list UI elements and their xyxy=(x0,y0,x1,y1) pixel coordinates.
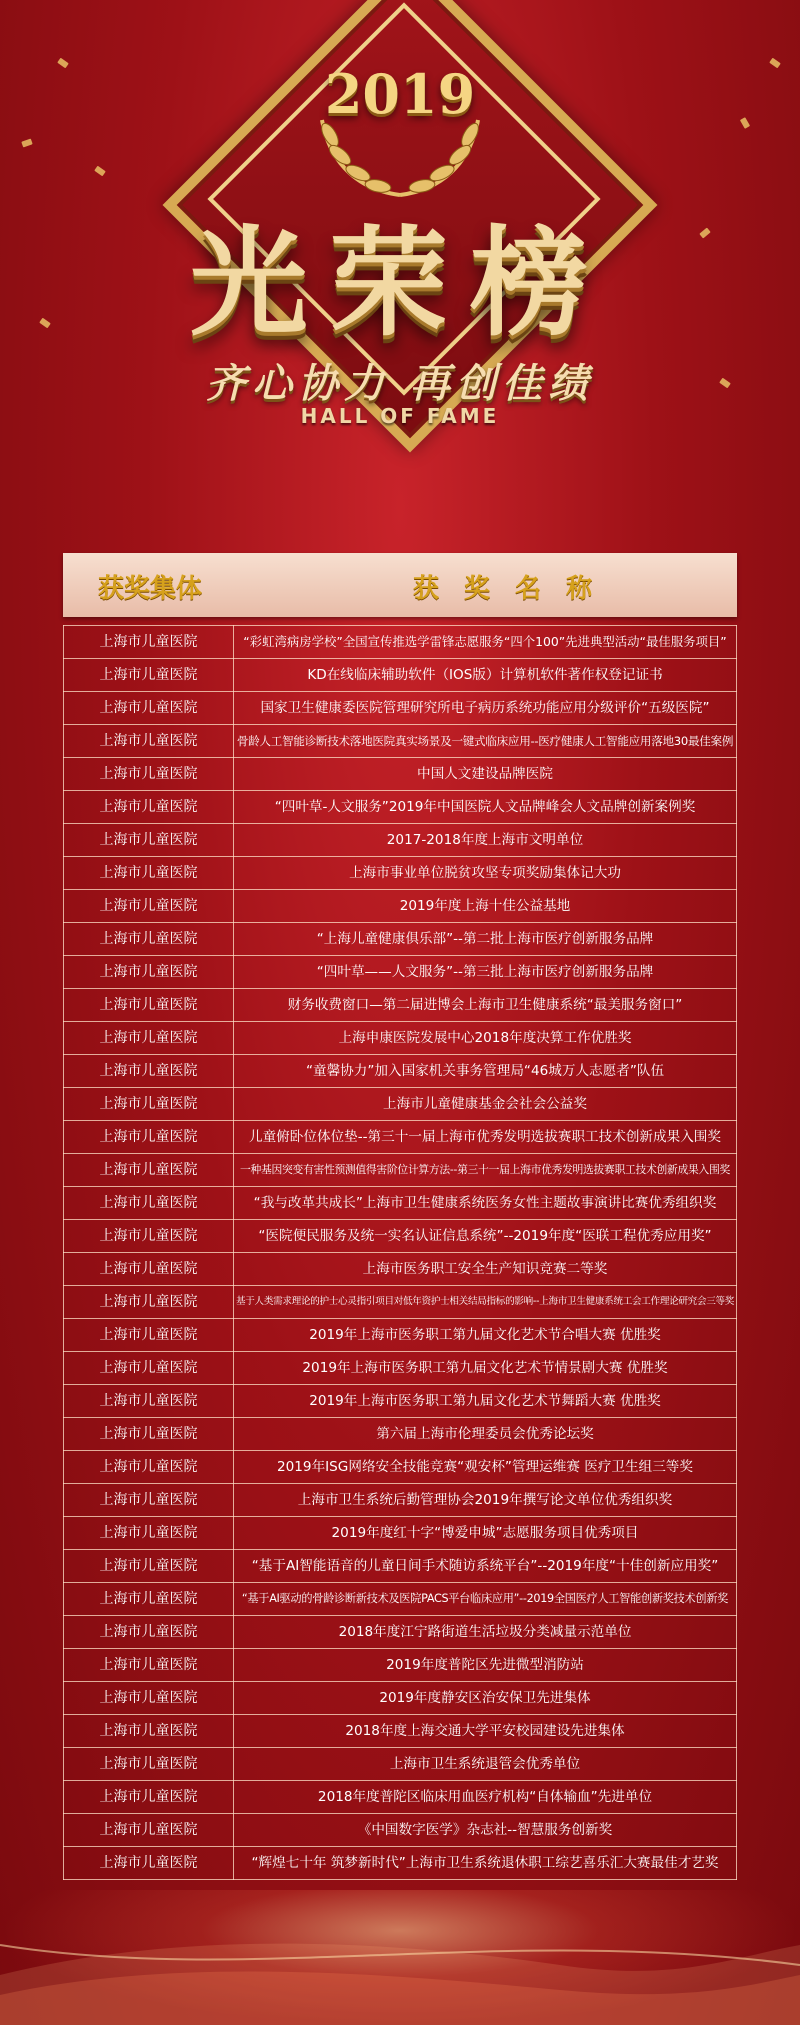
award-name-cell: “四叶草——人文服务”--第三批上海市医疗创新服务品牌 xyxy=(234,956,737,989)
award-name-cell: 2019年度普陀区先进微型消防站 xyxy=(234,1649,737,1682)
award-name-cell: 一种基因突变有害性预测值得害阶位计算方法--第三十一届上海市优秀发明选拔赛职工技术创新成果入围奖 xyxy=(234,1154,737,1187)
award-name-cell: 第六届上海市伦理委员会优秀论坛奖 xyxy=(234,1418,737,1451)
collective-cell: 上海市儿童医院 xyxy=(64,1352,234,1385)
table-row xyxy=(64,923,737,956)
award-name-cell: 中国人文建设品牌医院 xyxy=(234,758,737,791)
collective-cell: 上海市儿童医院 xyxy=(64,1220,234,1253)
collective-cell: 上海市儿童医院 xyxy=(64,659,234,692)
header-collective: 获奖集体 xyxy=(98,574,203,604)
laurel-wreath-icon xyxy=(300,90,500,200)
table-row xyxy=(64,626,737,659)
collective-cell: 上海市儿童医院 xyxy=(64,923,234,956)
table-row xyxy=(64,1748,737,1781)
award-name-cell: KD在线临床辅助软件（IOS版）计算机软件著作权登记证书 xyxy=(234,659,737,692)
gold-confetti xyxy=(21,138,32,147)
collective-cell: 上海市儿童医院 xyxy=(64,1319,234,1352)
collective-cell: 上海市儿童医院 xyxy=(64,989,234,1022)
collective-cell: 上海市儿童医院 xyxy=(64,1814,234,1847)
table-header xyxy=(63,553,737,617)
table-row xyxy=(64,1418,737,1451)
table-row xyxy=(64,1319,737,1352)
table-row xyxy=(64,1847,737,1880)
collective-cell: 上海市儿童医院 xyxy=(64,1253,234,1286)
award-name-cell: 骨龄人工智能诊断技术落地医院真实场景及一键式临床应用--医疗健康人工智能应用落地30最佳案例 xyxy=(234,725,737,758)
collective-cell: 上海市儿童医院 xyxy=(64,1418,234,1451)
table-row xyxy=(64,692,737,725)
collective-cell: 上海市儿童医院 xyxy=(64,1847,234,1880)
award-name-cell: “四叶草-人文服务”2019年中国医院人文品牌峰会人文品牌创新案例奖 xyxy=(234,791,737,824)
table-row xyxy=(64,857,737,890)
award-name-cell: “医院便民服务及统一实名认证信息系统”--2019年度“医联工程优秀应用奖” xyxy=(234,1220,737,1253)
award-name-cell: 上海市儿童健康基金会社会公益奖 xyxy=(234,1088,737,1121)
collective-cell: 上海市儿童医院 xyxy=(64,857,234,890)
table-row xyxy=(64,1286,737,1319)
collective-cell: 上海市儿童医院 xyxy=(64,956,234,989)
table-row xyxy=(64,1088,737,1121)
award-name-cell: 2019年上海市医务职工第九届文化艺术节情景剧大赛 优胜奖 xyxy=(234,1352,737,1385)
table-row xyxy=(64,1616,737,1649)
collective-cell: 上海市儿童医院 xyxy=(64,1616,234,1649)
table-row xyxy=(64,1781,737,1814)
collective-cell: 上海市儿童医院 xyxy=(64,692,234,725)
collective-cell: 上海市儿童医院 xyxy=(64,1154,234,1187)
table-row xyxy=(64,1451,737,1484)
collective-cell: 上海市儿童医院 xyxy=(64,725,234,758)
collective-cell: 上海市儿童医院 xyxy=(64,626,234,659)
award-name-cell: 2019年ISG网络安全技能竞赛“观安杯”管理运维赛 医疗卫生组三等奖 xyxy=(234,1451,737,1484)
table-row xyxy=(64,1682,737,1715)
award-name-cell: 财务收费窗口—第二届进博会上海市卫生健康系统“最美服务窗口” xyxy=(234,989,737,1022)
collective-cell: 上海市儿童医院 xyxy=(64,1121,234,1154)
table-row xyxy=(64,1517,737,1550)
award-name-cell: 2019年上海市医务职工第九届文化艺术节合唱大赛 优胜奖 xyxy=(234,1319,737,1352)
table-row xyxy=(64,725,737,758)
table-row xyxy=(64,1385,737,1418)
award-name-cell: “我与改革共成长”上海市卫生健康系统医务女性主题故事演讲比赛优秀组织奖 xyxy=(234,1187,737,1220)
collective-cell: 上海市儿童医院 xyxy=(64,890,234,923)
gold-confetti xyxy=(94,166,106,177)
award-name-cell: 2018年度普陀区临床用血医疗机构“自体输血”先进单位 xyxy=(234,1781,737,1814)
banner-title: 光荣榜 xyxy=(189,214,610,352)
collective-cell: 上海市儿童医院 xyxy=(64,1286,234,1319)
collective-cell: 上海市儿童医院 xyxy=(64,1781,234,1814)
award-name-cell: “上海儿童健康俱乐部”--第二批上海市医疗创新服务品牌 xyxy=(234,923,737,956)
table-row xyxy=(64,1055,737,1088)
award-name-cell: 2018年度江宁路街道生活垃圾分类减量示范单位 xyxy=(234,1616,737,1649)
award-name-cell: 上海市卫生系统后勤管理协会2019年撰写论文单位优秀组织奖 xyxy=(234,1484,737,1517)
award-name-cell: 2018年度上海交通大学平安校园建设先进集体 xyxy=(234,1715,737,1748)
banner-slogan: 齐心协力 再创佳绩 xyxy=(206,361,594,407)
award-name-cell: 2019年度静安区治安保卫先进集体 xyxy=(234,1682,737,1715)
collective-cell: 上海市儿童医院 xyxy=(64,1451,234,1484)
collective-cell: 上海市儿童医院 xyxy=(64,1484,234,1517)
award-name-cell: 《中国数字医学》杂志社--智慧服务创新奖 xyxy=(234,1814,737,1847)
table-row xyxy=(64,890,737,923)
table-row xyxy=(64,1121,737,1154)
collective-cell: 上海市儿童医院 xyxy=(64,1022,234,1055)
table-row xyxy=(64,1187,737,1220)
table-row xyxy=(64,1220,737,1253)
banner-year: 2019 xyxy=(324,62,476,126)
collective-cell: 上海市儿童医院 xyxy=(64,791,234,824)
award-name-cell: 2017-2018年度上海市文明单位 xyxy=(234,824,737,857)
award-name-cell: 上海申康医院发展中心2018年度决算工作优胜奖 xyxy=(234,1022,737,1055)
table-row xyxy=(64,1253,737,1286)
collective-cell: 上海市儿童医院 xyxy=(64,1748,234,1781)
table-row xyxy=(64,791,737,824)
table-row xyxy=(64,1022,737,1055)
collective-cell: 上海市儿童医院 xyxy=(64,1385,234,1418)
collective-cell: 上海市儿童医院 xyxy=(64,758,234,791)
table-row xyxy=(64,824,737,857)
award-name-cell: 上海市事业单位脱贫攻坚专项奖励集体记大功 xyxy=(234,857,737,890)
table-row xyxy=(64,989,737,1022)
award-name-cell: “童馨协力”加入国家机关事务管理局“46城万人志愿者”队伍 xyxy=(234,1055,737,1088)
header-award-name: 获 奖 名 称 xyxy=(413,574,601,604)
table-row xyxy=(64,1154,737,1187)
award-name-cell: 2019年度红十字“博爱申城”志愿服务项目优秀项目 xyxy=(234,1517,737,1550)
award-name-cell: 2019年上海市医务职工第九届文化艺术节舞蹈大赛 优胜奖 xyxy=(234,1385,737,1418)
collective-cell: 上海市儿童医院 xyxy=(64,1187,234,1220)
collective-cell: 上海市儿童医院 xyxy=(64,1715,234,1748)
award-name-cell: 基于人类需求理论的护士心灵指引项目对低年资护士相关结局指标的影响--上海市卫生健康系统工会工作理论研究会三等奖 xyxy=(234,1286,737,1319)
collective-cell: 上海市儿童医院 xyxy=(64,824,234,857)
table-row xyxy=(64,1352,737,1385)
award-name-cell: 国家卫生健康委医院管理研究所电子病历系统功能应用分级评价“五级医院” xyxy=(234,692,737,725)
collective-cell: 上海市儿童医院 xyxy=(64,1517,234,1550)
award-name-cell: “基于AI驱动的骨龄诊断新技术及医院PACS平台临床应用”--2019全国医疗人工智能创新奖技术创新奖 xyxy=(234,1583,737,1616)
table-row xyxy=(64,1649,737,1682)
award-name-cell: 2019年度上海十佳公益基地 xyxy=(234,890,737,923)
collective-cell: 上海市儿童医院 xyxy=(64,1550,234,1583)
table-row xyxy=(64,1583,737,1616)
award-name-cell: “基于AI智能语音的儿童日间手术随访系统平台”--2019年度“十佳创新应用奖” xyxy=(234,1550,737,1583)
table-row xyxy=(64,758,737,791)
collective-cell: 上海市儿童医院 xyxy=(64,1583,234,1616)
collective-cell: 上海市儿童医院 xyxy=(64,1649,234,1682)
award-name-cell: 上海市医务职工安全生产知识竞赛二等奖 xyxy=(234,1253,737,1286)
table-row xyxy=(64,659,737,692)
table-row xyxy=(64,1715,737,1748)
award-name-cell: “彩虹湾病房学校”全国宣传推选学雷锋志愿服务“四个100”先进典型活动“最佳服务项目” xyxy=(234,626,737,659)
collective-cell: 上海市儿童医院 xyxy=(64,1682,234,1715)
award-name-cell: 儿童俯卧位体位垫--第三十一届上海市优秀发明选拔赛职工技术创新成果入围奖 xyxy=(234,1121,737,1154)
collective-cell: 上海市儿童医院 xyxy=(64,1088,234,1121)
table-row xyxy=(64,956,737,989)
table-row xyxy=(64,1484,737,1517)
table-row xyxy=(64,1550,737,1583)
banner-subtitle: HALL OF FAME xyxy=(300,404,500,428)
awards-table xyxy=(63,625,737,1880)
bottom-wave-decoration xyxy=(0,1905,800,2025)
collective-cell: 上海市儿童医院 xyxy=(64,1055,234,1088)
award-name-cell: “辉煌七十年 筑梦新时代”上海市卫生系统退休职工综艺喜乐汇大赛最佳才艺奖 xyxy=(234,1847,737,1880)
table-row xyxy=(64,1814,737,1847)
award-name-cell: 上海市卫生系统退管会优秀单位 xyxy=(234,1748,737,1781)
